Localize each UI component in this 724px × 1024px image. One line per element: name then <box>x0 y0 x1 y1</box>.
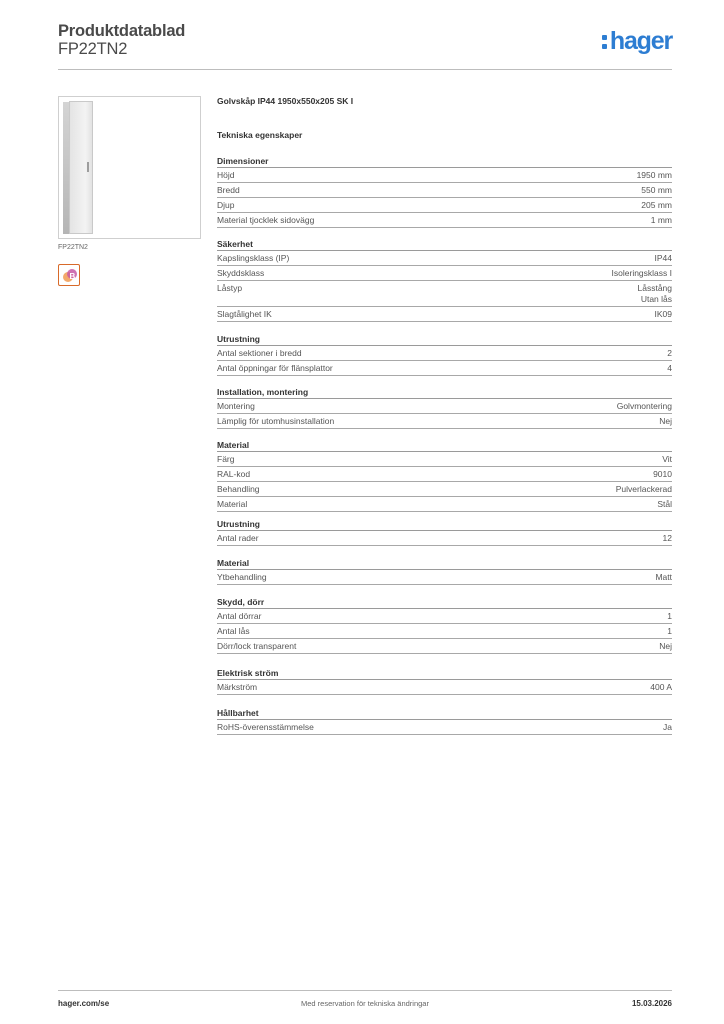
spec-row <box>217 720 672 735</box>
spec-section <box>217 666 672 695</box>
spec-value: Nej <box>659 641 672 651</box>
spec-section <box>217 556 672 585</box>
spec-label: Slagtålighet IK <box>217 308 272 319</box>
footer-date: 15.03.2026 <box>631 999 672 1008</box>
spec-label: Antal lås <box>217 626 250 636</box>
spec-section <box>217 517 672 546</box>
spec-label: Behandling <box>217 484 260 494</box>
spec-row <box>217 497 672 512</box>
spec-section <box>217 706 672 735</box>
spec-label: Ytbehandling <box>217 572 267 582</box>
logo-text: hager <box>609 27 672 55</box>
logo-colon-icon <box>602 35 608 52</box>
spec-value: 1 <box>667 626 672 636</box>
spec-value: Stål <box>657 499 672 509</box>
spec-value: 205 mm <box>641 200 672 210</box>
spec-value: Matt <box>655 572 672 582</box>
page-header <box>58 22 672 70</box>
spec-row <box>217 361 672 376</box>
spec-value: IP44 <box>654 253 672 263</box>
spec-row <box>217 624 672 639</box>
section-title: Hållbarhet <box>217 706 672 720</box>
spec-row <box>217 639 672 654</box>
spec-value: IK09 <box>654 308 672 319</box>
spec-label: Märkström <box>217 682 258 692</box>
spec-label: Djup <box>217 200 235 210</box>
spec-section <box>217 154 672 228</box>
section-title: Utrustning <box>217 332 672 346</box>
spec-row <box>217 266 672 281</box>
spec-row <box>217 531 672 546</box>
spec-row <box>217 198 672 213</box>
section-title: Material <box>217 438 672 452</box>
spec-row <box>217 213 672 228</box>
spec-value: 550 mm <box>641 185 672 195</box>
spec-label: Antal sektioner i bredd <box>217 348 302 358</box>
cabinet-illustration <box>63 101 93 234</box>
spec-row <box>217 467 672 482</box>
spec-row <box>217 609 672 624</box>
spec-section <box>217 595 672 654</box>
spec-value: 12 <box>662 533 672 543</box>
spec-value: Isoleringsklass I <box>611 268 672 278</box>
section-title: Material <box>217 556 672 570</box>
spec-label: RAL-kod <box>217 469 251 479</box>
section-title: Utrustning <box>217 517 672 531</box>
spec-value: 9010 <box>653 469 672 479</box>
spec-section <box>217 385 672 429</box>
spec-value: 1 mm <box>650 215 672 225</box>
spec-value: 4 <box>667 363 672 373</box>
spec-section <box>217 332 672 376</box>
spec-label: Färg <box>217 454 235 464</box>
spec-label: Låstyp <box>217 283 243 293</box>
spec-label: Kapslingsklass (IP) <box>217 253 290 263</box>
section-title: Installation, montering <box>217 385 672 399</box>
spec-row <box>217 307 672 322</box>
eco-label-icon <box>58 264 80 286</box>
spec-value: Vit <box>662 454 672 464</box>
spec-value: Ja <box>663 722 672 732</box>
spec-value: 400 A <box>650 682 672 692</box>
spec-row <box>217 281 672 307</box>
section-title: Säkerhet <box>217 237 672 251</box>
spec-value: 1950 mm <box>636 170 672 180</box>
hager-logo[interactable] <box>602 28 672 54</box>
spec-row <box>217 168 672 183</box>
spec-row <box>217 183 672 198</box>
spec-row <box>217 414 672 429</box>
section-title: Elektrisk ström <box>217 666 672 680</box>
image-caption: FP22TN2 <box>58 244 88 251</box>
spec-label: Antal rader <box>217 533 259 543</box>
spec-label: Dörr/lock transparent <box>217 641 297 651</box>
spec-label: Lämplig för utomhusinstallation <box>217 416 335 426</box>
spec-label: RoHS-överensstämmelse <box>217 722 314 732</box>
spec-value: Golvmontering <box>616 401 672 411</box>
spec-row <box>217 680 672 695</box>
spec-section <box>217 237 672 322</box>
spec-row <box>217 570 672 585</box>
spec-label: Material tjocklek sidovägg <box>217 215 315 225</box>
footer-website[interactable]: hager.com/se <box>58 999 110 1008</box>
spec-value: Pulverlackerad <box>615 484 672 494</box>
spec-section <box>217 438 672 512</box>
section-title: Dimensioner <box>217 154 672 168</box>
spec-label: Höjd <box>217 170 235 180</box>
page-footer <box>58 990 672 1010</box>
footer-notice: Med reservation för tekniska ändringar <box>301 999 429 1008</box>
spec-value: 1 <box>667 611 672 621</box>
product-code: FP22TN2 <box>58 40 128 58</box>
document-title: Produktdatablad <box>58 22 186 40</box>
spec-label: Bredd <box>217 185 240 195</box>
spec-label: Antal öppningar för flänsplattor <box>217 363 333 373</box>
spec-label: Montering <box>217 401 255 411</box>
tech-heading: Tekniska egenskaper <box>217 130 303 140</box>
spec-value: Låsstång Utan lås <box>637 283 672 304</box>
section-title: Skydd, dörr <box>217 595 672 609</box>
spec-row <box>217 452 672 467</box>
spec-row <box>217 251 672 266</box>
spec-value: 2 <box>667 348 672 358</box>
spec-row <box>217 399 672 414</box>
svg-text:B: B <box>69 272 76 281</box>
spec-label: Antal dörrar <box>217 611 262 621</box>
spec-value: Nej <box>659 416 672 426</box>
spec-row <box>217 482 672 497</box>
spec-label: Skyddsklass <box>217 268 265 278</box>
spec-label: Material <box>217 499 248 509</box>
product-image <box>58 96 201 239</box>
product-name: Golvskåp IP44 1950x550x205 SK I <box>217 96 354 106</box>
spec-row <box>217 346 672 361</box>
